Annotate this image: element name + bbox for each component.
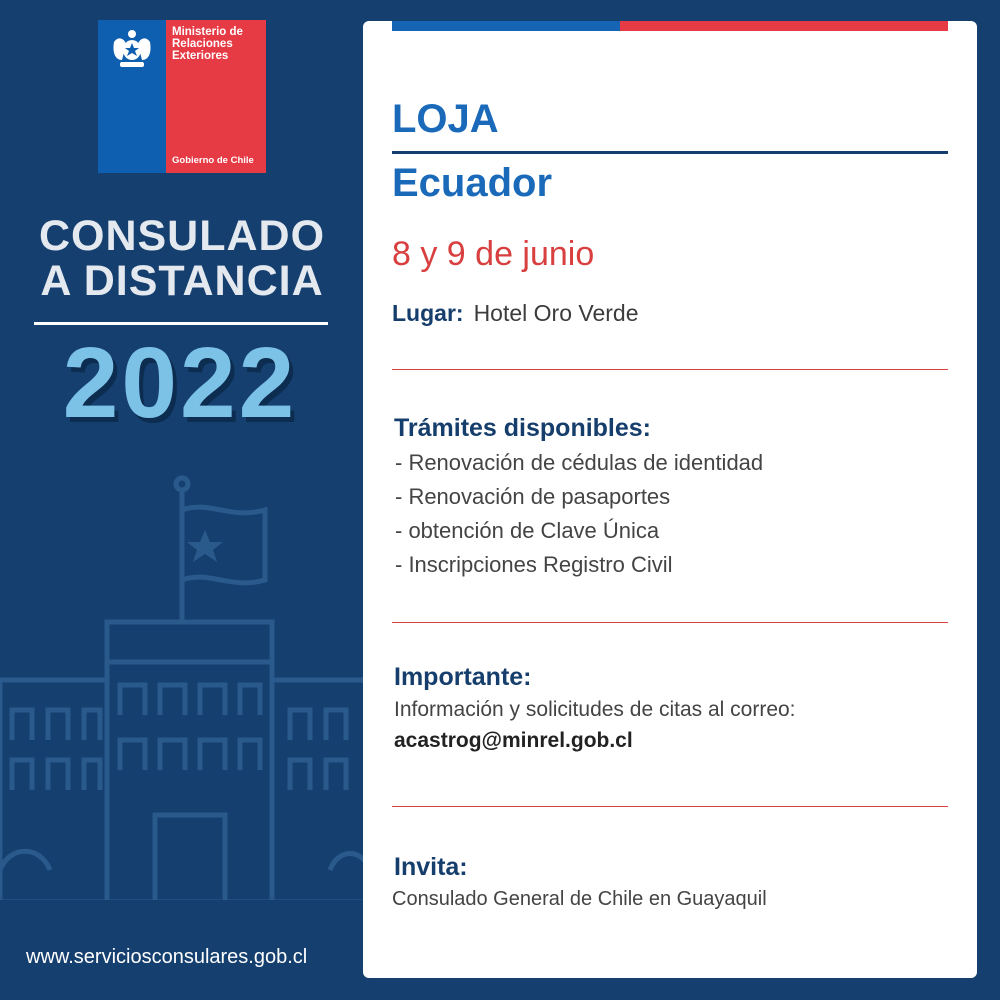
list-item: - Renovación de pasaportes: [395, 484, 671, 509]
list-item: - Inscripciones Registro Civil: [395, 552, 673, 577]
event-info-card: [363, 21, 977, 978]
campaign-title-line1: CONSULADO: [38, 212, 326, 260]
ministry-logo: [98, 20, 266, 173]
section-divider: [392, 622, 948, 623]
procedures-list: [395, 446, 763, 582]
building-with-flag-icon: [0, 470, 370, 900]
website-link[interactable]: www.serviciosconsulares.gob.cl: [26, 946, 308, 968]
event-dates: 8 y 9 de junio: [392, 235, 595, 273]
campaign-title-line2: A DISTANCIA: [40, 257, 324, 305]
event-place: [392, 297, 638, 329]
logo-blue-block: [98, 20, 166, 173]
chile-coat-of-arms-icon: [106, 28, 158, 72]
campaign-year: 2022: [62, 327, 298, 439]
important-title: Importante:: [394, 663, 532, 691]
list-item: - obtención de Clave Única: [395, 518, 660, 543]
section-divider: [392, 806, 948, 807]
section-divider: [392, 369, 948, 370]
invite-title: Invita:: [394, 853, 468, 881]
contact-email[interactable]: acastrog@minrel.gob.cl: [394, 729, 633, 752]
list-item: - Renovación de cédulas de identidad: [395, 450, 764, 475]
event-city: LOJA: [392, 97, 499, 141]
place-label: Lugar:: [392, 300, 464, 326]
logo-red-block: [166, 20, 266, 173]
city-divider: [392, 151, 948, 154]
card-band-red: [620, 21, 948, 31]
title-divider: [34, 322, 328, 325]
invite-text: Consulado General de Chile en Guayaquil: [392, 888, 767, 910]
place-value: Hotel Oro Verde: [473, 300, 639, 326]
event-country: Ecuador: [392, 161, 553, 205]
card-band-blue: [392, 21, 620, 31]
logo-government-name: Gobierno de Chile: [172, 155, 254, 166]
procedures-title: Trámites disponibles:: [394, 414, 652, 442]
logo-ministry-name: Ministerio de Relaciones Exteriores: [172, 26, 243, 62]
campaign-title: [34, 214, 330, 304]
important-text: Información y solicitudes de citas al correo:: [394, 698, 796, 721]
important-block: [394, 694, 796, 756]
